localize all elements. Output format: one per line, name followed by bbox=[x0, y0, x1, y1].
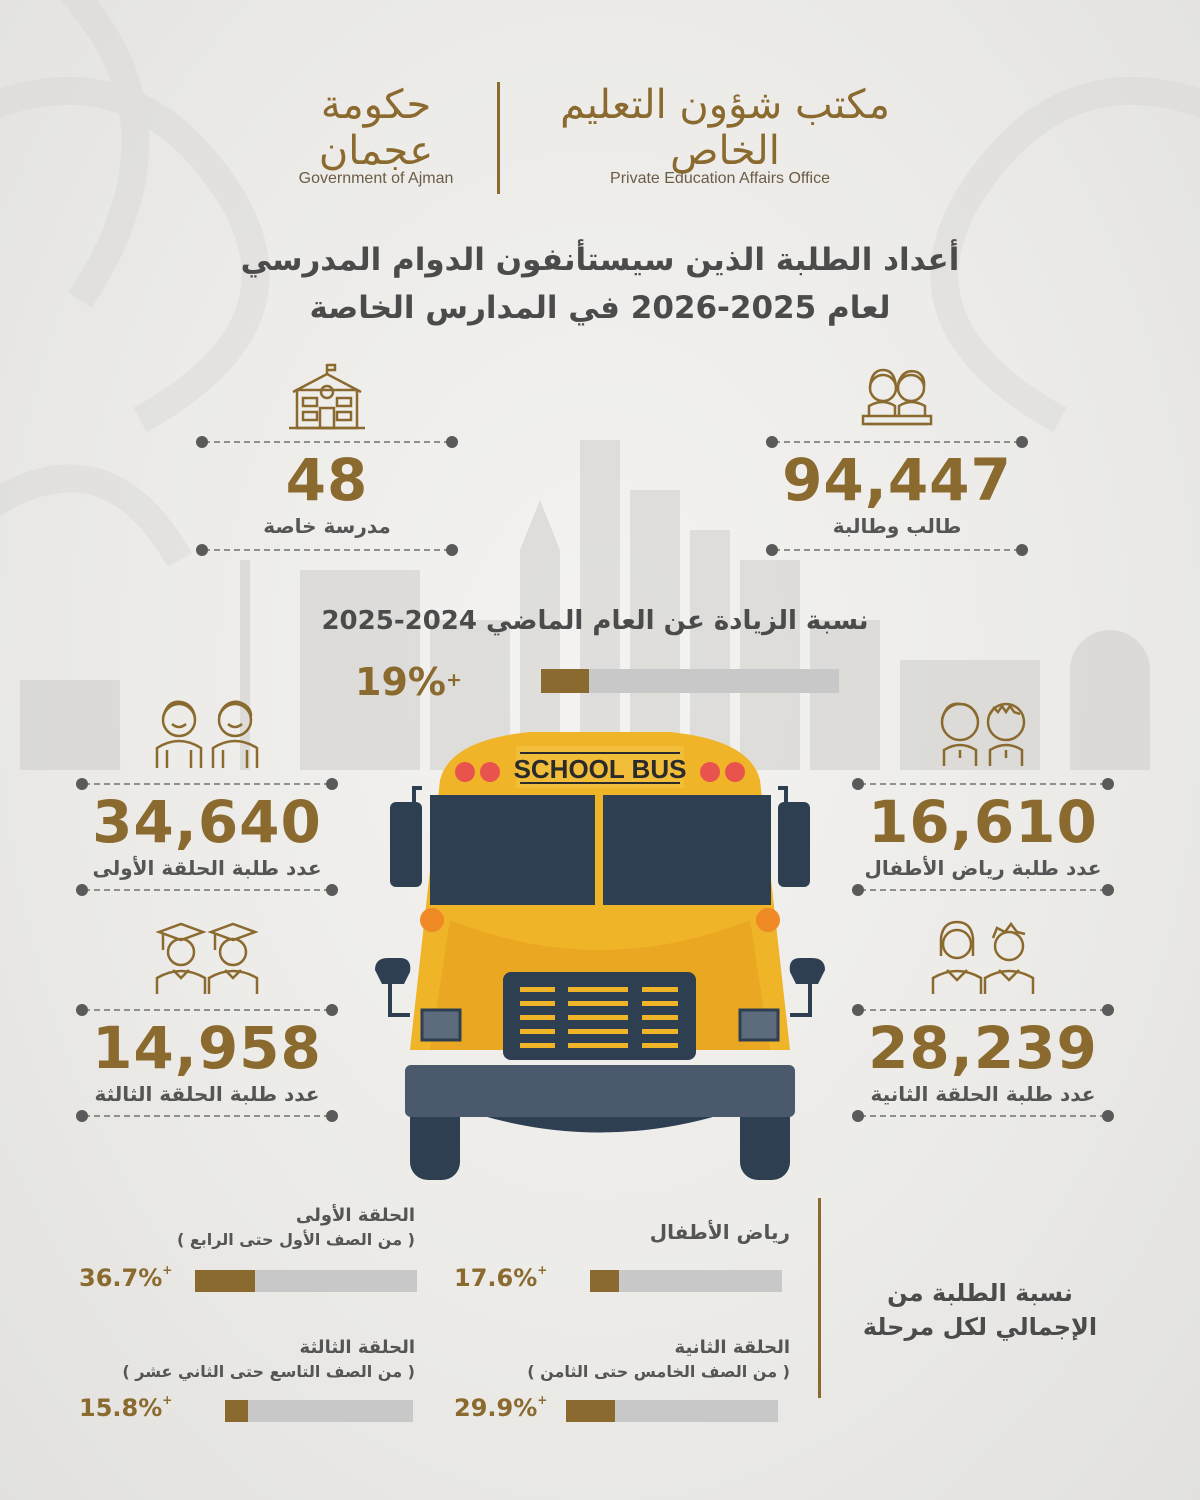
schools-count: 48 bbox=[285, 446, 369, 514]
dashed-divider bbox=[852, 778, 1114, 790]
graduates-icon bbox=[151, 920, 263, 996]
growth-progress-bar bbox=[541, 669, 839, 693]
school-bus-illustration bbox=[370, 720, 830, 1190]
schools-label: مدرسة خاصة bbox=[263, 514, 391, 538]
cycle-two-label: عدد طلبة الحلقة الثانية bbox=[870, 1082, 1096, 1106]
distribution-progress-bar bbox=[590, 1270, 782, 1292]
dashed-divider bbox=[76, 1110, 338, 1122]
distribution-progress-fill bbox=[566, 1400, 615, 1422]
right-windshield bbox=[603, 795, 771, 905]
distribution-progress-bar bbox=[195, 1270, 417, 1292]
distribution-item-cycle-one bbox=[75, 1204, 415, 1298]
logo-divider bbox=[497, 82, 500, 194]
distribution-progress-bar bbox=[566, 1400, 778, 1422]
students-label: طالب وطالبة bbox=[832, 514, 962, 538]
distribution-item-percentage: 29.9%+ bbox=[454, 1392, 548, 1422]
office-logo-english: Private Education Affairs Office bbox=[610, 170, 830, 187]
distribution-divider bbox=[818, 1198, 821, 1398]
dashed-divider bbox=[196, 436, 458, 448]
growth-title: نسبة الزيادة عن العام الماضي 2024-2025 bbox=[321, 606, 869, 636]
students-at-desk-icon bbox=[855, 362, 939, 430]
government-of-ajman-logo-english: Government of Ajman bbox=[298, 170, 454, 187]
dashed-divider bbox=[76, 778, 338, 790]
distribution-progress-fill bbox=[590, 1270, 619, 1292]
distribution-item-range: ( من الصف الخامس حتى الثامن ) bbox=[527, 1362, 790, 1381]
distribution-item-range: ( من الصف التاسع حتى الثاني عشر ) bbox=[122, 1362, 415, 1381]
distribution-progress-bar bbox=[225, 1400, 413, 1422]
dashed-divider bbox=[76, 884, 338, 896]
government-of-ajman-logo-arabic: حكومة عجمان bbox=[318, 82, 434, 174]
cycle-one-students-icon bbox=[147, 694, 267, 770]
dashed-divider bbox=[852, 1110, 1114, 1122]
stat-private-schools bbox=[196, 362, 458, 556]
cycle-two-students-icon bbox=[927, 920, 1039, 996]
dashed-divider bbox=[766, 436, 1028, 448]
stat-cycle-two bbox=[852, 920, 1114, 1122]
distribution-item-cycle-three bbox=[75, 1336, 415, 1428]
distribution-item-name: الحلقة الأولى bbox=[295, 1205, 415, 1226]
stat-cycle-three bbox=[76, 920, 338, 1122]
students-count: 94,447 bbox=[782, 446, 1012, 514]
dashed-divider bbox=[196, 544, 458, 556]
stat-kindergarten bbox=[852, 694, 1114, 896]
cycle-three-label: عدد طلبة الحلقة الثالثة bbox=[94, 1082, 320, 1106]
dashed-divider bbox=[76, 1004, 338, 1016]
distribution-item-percentage: 17.6%+ bbox=[454, 1262, 548, 1292]
bus-sign-text: SCHOOL BUS bbox=[513, 754, 687, 784]
distribution-progress-fill bbox=[225, 1400, 248, 1422]
cycle-one-label: عدد طلبة الحلقة الأولى bbox=[92, 856, 322, 880]
distribution-progress-fill bbox=[195, 1270, 255, 1292]
left-windshield bbox=[430, 795, 595, 905]
distribution-item-kindergarten bbox=[450, 1218, 790, 1298]
distribution-item-name: الحلقة الثانية bbox=[674, 1337, 790, 1358]
kindergarten-label: عدد طلبة رياض الأطفال bbox=[864, 856, 1102, 880]
cycle-two-count: 28,239 bbox=[868, 1014, 1098, 1082]
kindergarten-count: 16,610 bbox=[868, 788, 1098, 856]
left-upper-mirror bbox=[390, 802, 422, 887]
growth-progress-fill bbox=[541, 669, 589, 693]
bus-bumper bbox=[405, 1065, 795, 1117]
page-title bbox=[150, 236, 1050, 332]
kindergarten-children-icon bbox=[928, 694, 1038, 770]
stat-cycle-one bbox=[76, 694, 338, 896]
right-headlight bbox=[740, 1010, 778, 1040]
stat-total-students bbox=[766, 362, 1028, 556]
distribution-item-cycle-two bbox=[450, 1336, 790, 1428]
distribution-item-percentage: 36.7%+ bbox=[79, 1262, 173, 1292]
title-line-1: أعداد الطلبة الذين سيستأنفون الدوام المدرسي bbox=[240, 242, 960, 278]
distribution-item-range: ( من الصف الأول حتى الرابع ) bbox=[176, 1230, 415, 1249]
cycle-one-count: 34,640 bbox=[92, 788, 322, 856]
left-headlight bbox=[422, 1010, 460, 1040]
cycle-three-count: 14,958 bbox=[92, 1014, 322, 1082]
distribution-title: نسبة الطلبة من الإجمالي لكل مرحلة bbox=[862, 1279, 1098, 1341]
dashed-divider bbox=[766, 544, 1028, 556]
office-logo-arabic: مكتب شؤون التعليم الخاص bbox=[560, 82, 890, 174]
title-line-2: لعام 2025-2026 في المدارس الخاصة bbox=[309, 290, 891, 326]
school-building-icon bbox=[287, 362, 367, 430]
distribution-item-percentage: 15.8%+ bbox=[79, 1392, 173, 1422]
growth-percentage: 19%+ bbox=[355, 660, 462, 704]
dashed-divider bbox=[852, 884, 1114, 896]
distribution-item-name: الحلقة الثالثة bbox=[299, 1337, 415, 1358]
distribution-item-name: رياض الأطفال bbox=[649, 1220, 790, 1244]
right-upper-mirror bbox=[778, 802, 810, 887]
dashed-divider bbox=[852, 1004, 1114, 1016]
